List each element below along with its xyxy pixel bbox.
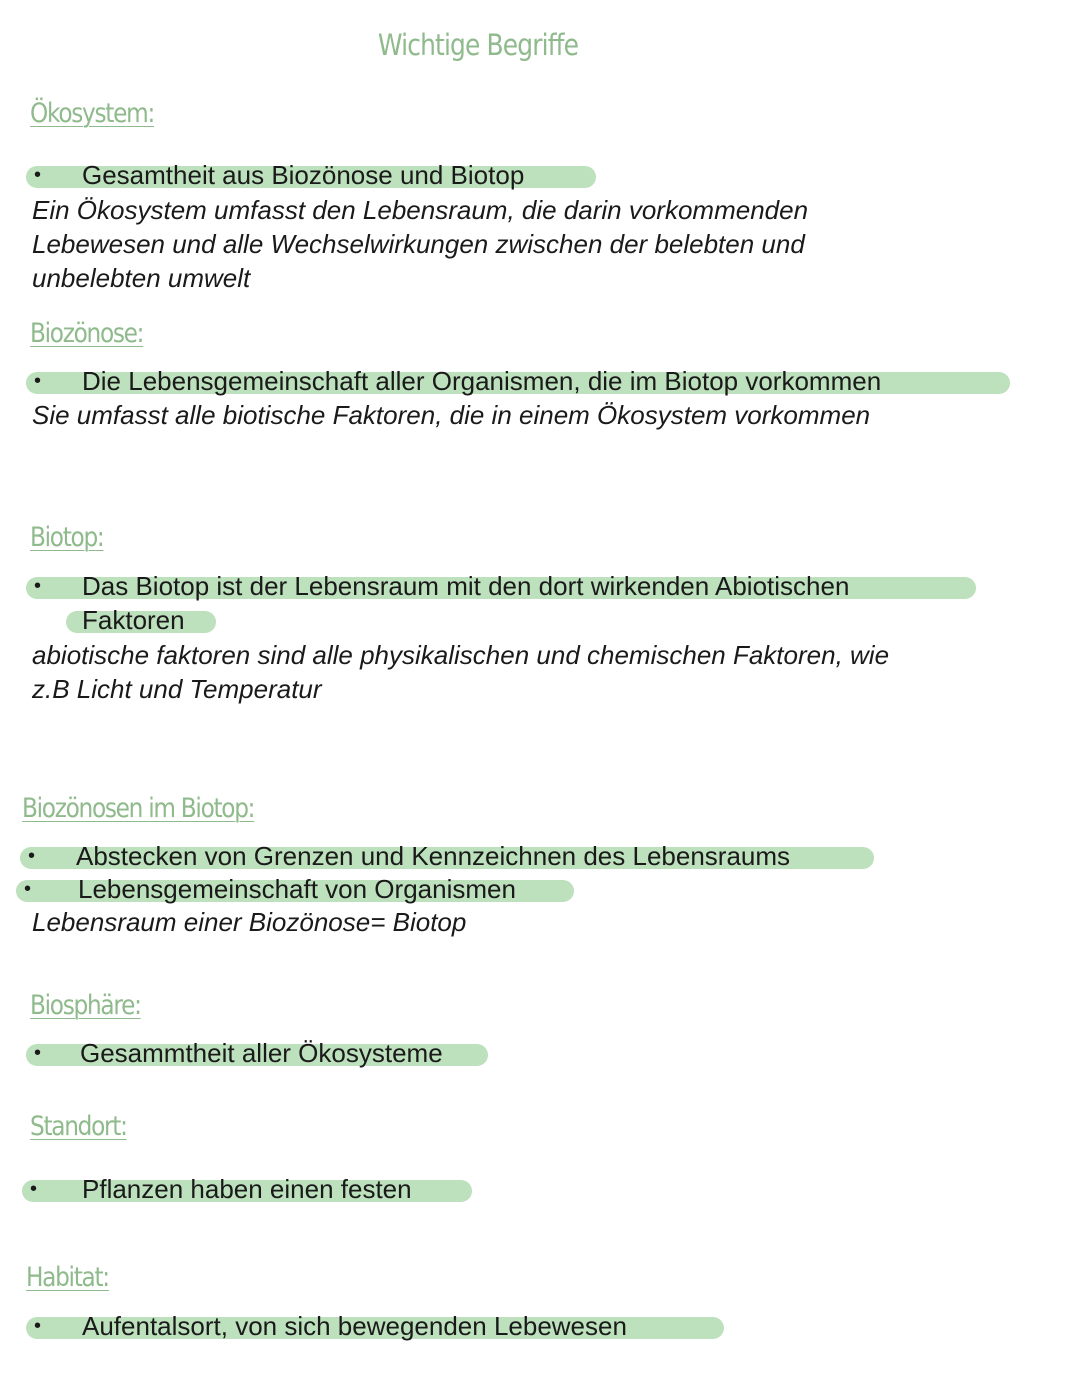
- bullet-dot: •: [34, 164, 42, 186]
- heading-oekosystem: Ökosystem:: [30, 98, 154, 129]
- bullet-dot: •: [30, 1178, 38, 1200]
- bullet-dot: •: [34, 1315, 42, 1337]
- page-title: Wichtige Begriffe: [377, 28, 579, 62]
- bullet-dot: •: [34, 1042, 42, 1064]
- heading-biosphaere: Biosphäre:: [30, 990, 141, 1021]
- desc-biozoenose-1: Sie umfasst alle biotische Faktoren, die in einem Ökosystem vorkommen: [32, 400, 871, 430]
- heading-standort: Standort:: [30, 1111, 127, 1142]
- desc-biotop-2: z.B Licht und Temperatur: [32, 674, 322, 704]
- heading-biotop: Biotop:: [30, 522, 104, 553]
- bullet-dot: •: [34, 370, 42, 392]
- desc-oekosystem-2: Lebewesen und alle Wechselwirkungen zwischen der belebten und: [32, 229, 805, 259]
- desc-biotop-1: abiotische faktoren sind alle physikalischen und chemischen Faktoren, wie: [32, 640, 890, 670]
- desc-oekosystem-3: unbelebten umwelt: [32, 263, 251, 293]
- bullet-dot: •: [28, 845, 36, 867]
- heading-habitat: Habitat:: [26, 1262, 109, 1293]
- desc-biozoenosen-im-biotop-1: Lebensraum einer Biozönose= Biotop: [32, 907, 467, 937]
- heading-biozoenose: Biozönose:: [30, 318, 144, 349]
- heading-biozoenosen-im-biotop: Biozönosen im Biotop:: [22, 793, 255, 824]
- desc-oekosystem-1: Ein Ökosystem umfasst den Lebensraum, die darin vorkommenden: [32, 195, 809, 225]
- bullet-dot: •: [34, 575, 42, 597]
- bullet-dot: •: [24, 878, 32, 900]
